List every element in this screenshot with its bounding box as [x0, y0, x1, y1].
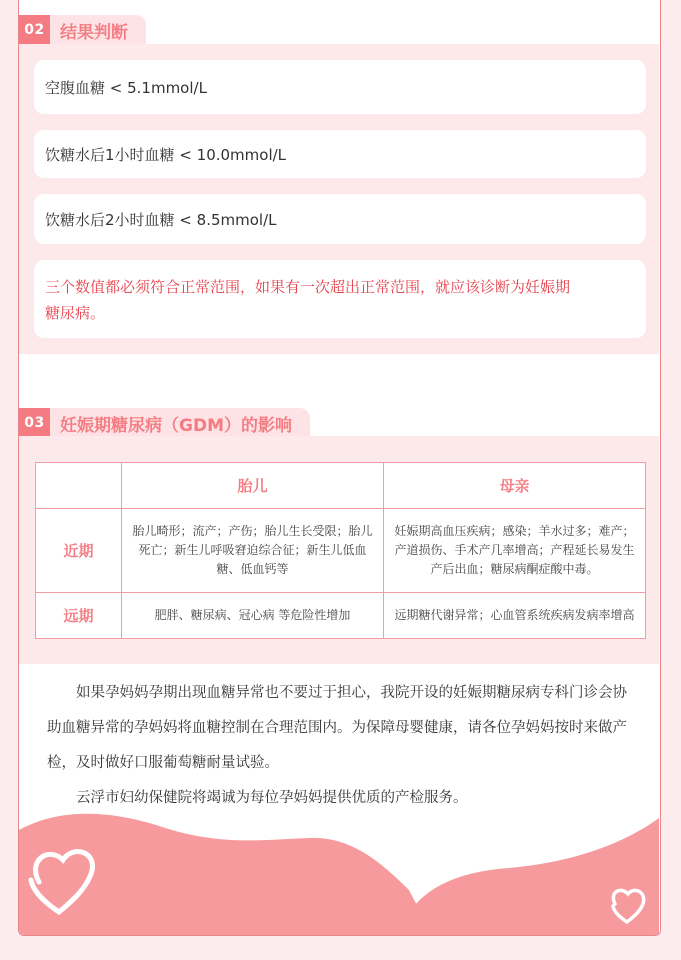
cell-fetus-short-term: 胎儿畸形；流产；产伤；胎儿生长受限；胎儿死亡；新生儿呼吸窘迫综合征；新生儿低血糖、低血钙等	[122, 509, 384, 593]
warning-line-2: 糖尿病。	[45, 304, 106, 322]
row-label-short-term: 近期	[36, 509, 122, 593]
section-header-results	[19, 15, 146, 45]
column-header-mother: 母亲	[384, 463, 646, 509]
table-header-row	[36, 463, 646, 509]
closing-paragraph-1: 如果孕妈妈孕期出现血糖异常也不要过于担心，我院开设的妊娠期糖尿病专科门诊会协助血糖异常的孕妈妈将血糖控制在合理范围内。为保障母婴健康，请各位孕妈妈按时来做产检，及时做好口服葡萄糖耐量试验。	[47, 685, 627, 771]
table-row	[36, 593, 646, 639]
warning-line-1: 三个数值都必须符合正常范围，如果有一次超出正常范围，就应该诊断为妊娠期	[45, 278, 571, 296]
criteria-2hour: 饮糖水后2小时血糖 < 8.5mmol/L	[34, 194, 646, 244]
table-row	[36, 509, 646, 593]
cell-mother-short-term: 妊娠期高血压疾病；感染；羊水过多；难产；产道损伤、手术产几率增高；产程延长易发生产后出血；糖尿病酮症酸中毒。	[384, 509, 646, 593]
criteria-1hour: 饮糖水后1小时血糖 < 10.0mmol/L	[34, 130, 646, 178]
section-title: 结果判断	[50, 15, 146, 45]
section-number: 03	[19, 408, 50, 438]
impact-table	[35, 462, 646, 639]
left-wave	[19, 814, 431, 936]
column-header-fetus: 胎儿	[122, 463, 384, 509]
section-number: 02	[19, 15, 50, 45]
table-corner	[36, 463, 122, 509]
section-title: 妊娠期糖尿病（GDM）的影响	[50, 408, 310, 438]
diagnosis-warning	[34, 260, 646, 338]
section-header-gdm-impact	[19, 408, 310, 438]
closing-paragraph-2: 云浮市妇幼保健院将竭诚为每位孕妈妈提供优质的产检服务。	[76, 790, 468, 806]
criteria-fasting: 空腹血糖 < 5.1mmol/L	[34, 60, 646, 114]
content-frame	[18, 0, 661, 936]
results-panel	[19, 44, 659, 354]
decorative-waves	[19, 800, 659, 936]
cell-mother-long-term: 远期糖代谢异常；心血管系统疾病发病率增高	[384, 593, 646, 639]
row-label-long-term: 远期	[36, 593, 122, 639]
closing-text	[47, 676, 637, 816]
cell-fetus-long-term: 肥胖、糖尿病、冠心病 等危险性增加	[122, 593, 384, 639]
